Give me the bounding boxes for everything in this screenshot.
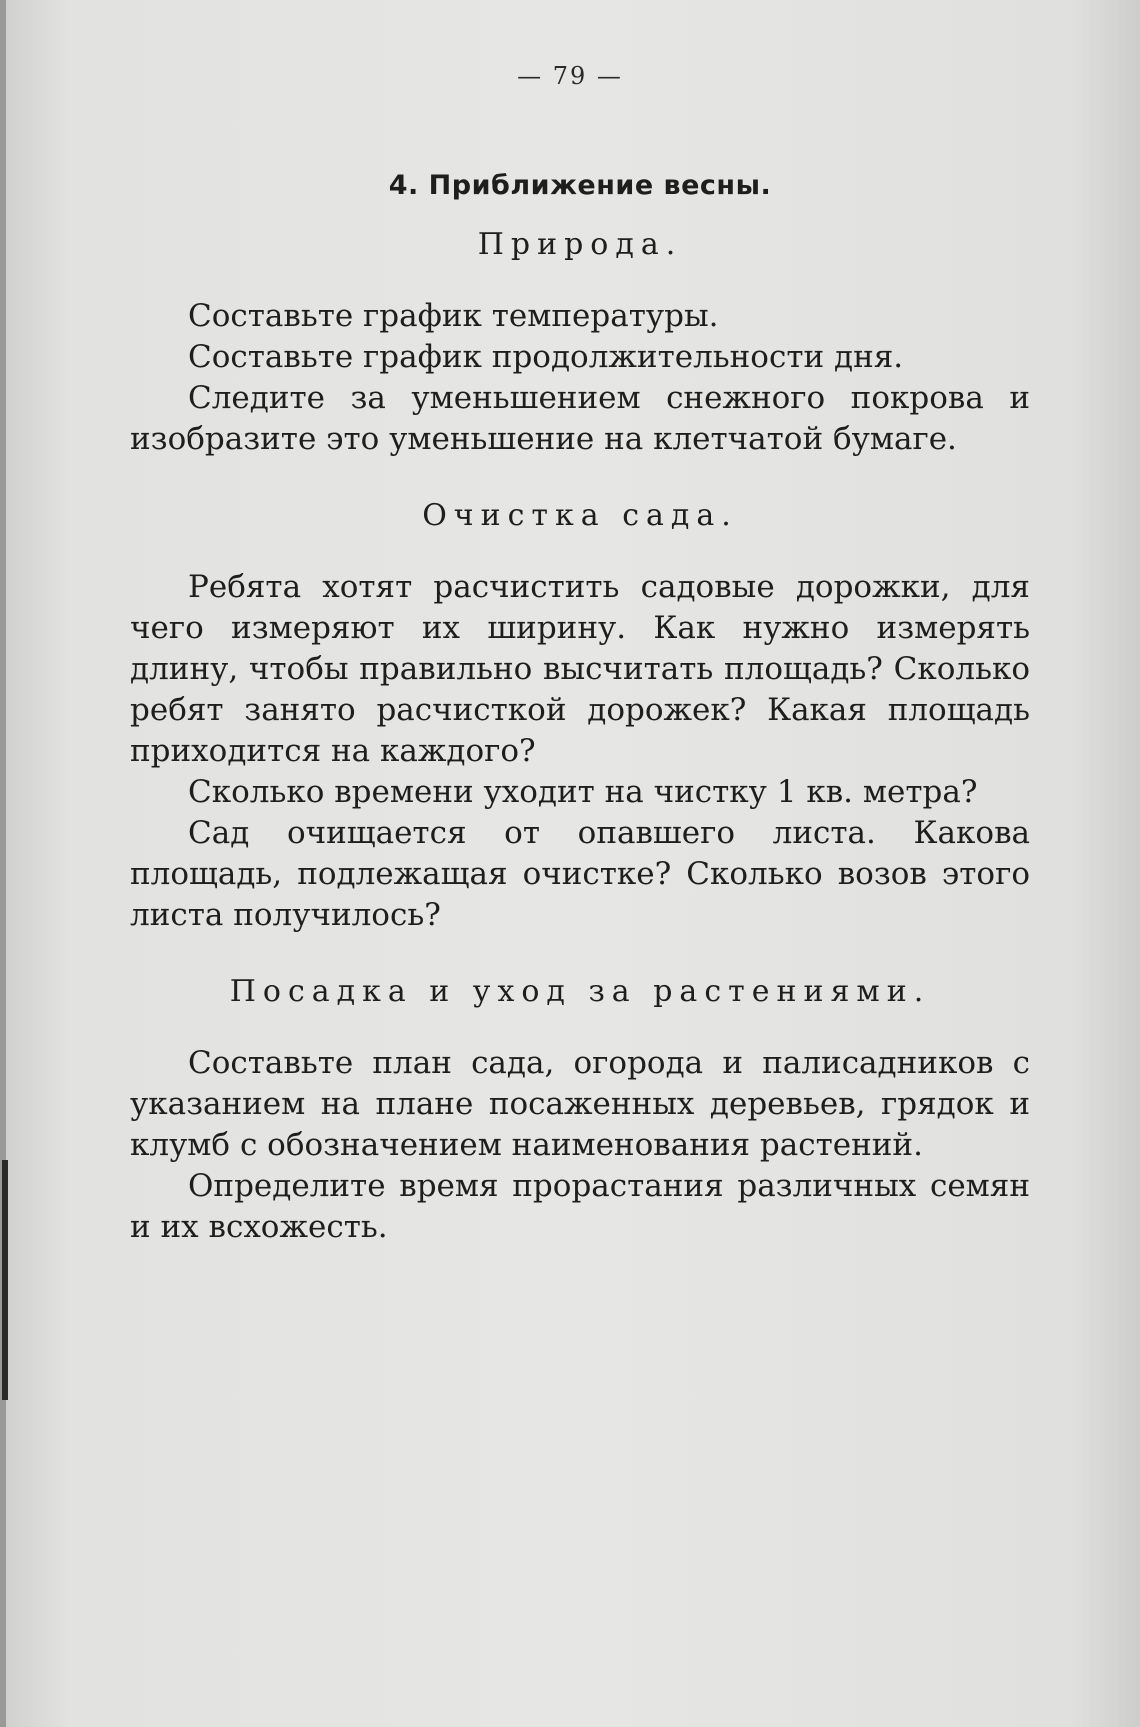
section-title: Природа. xyxy=(477,227,683,262)
section-planting xyxy=(130,974,1030,1248)
binding-edge-mark xyxy=(2,1160,8,1400)
paragraph: Сколько времени уходит на чистку 1 кв. метра? xyxy=(188,774,978,810)
paragraph: Составьте план сада, огорода и палисадников с указанием на плане посаженных деревьев, грядок и клумб с обозначением наименования растений. xyxy=(130,1045,1030,1163)
page-number: — 79 — xyxy=(517,62,623,90)
section-title: Посадка и уход за растениями. xyxy=(229,974,931,1009)
section-garden-cleaning xyxy=(130,498,1030,936)
paragraph: Составьте график температуры. xyxy=(188,298,719,334)
paragraph: Составьте график продолжительности дня. xyxy=(188,339,904,375)
chapter-title: 4. Приближение весны. xyxy=(388,170,772,201)
paragraph: Следите за уменьшением снежного покрова и изобразите это уменьшение на клетчатой бумаге. xyxy=(130,380,1030,457)
section-title: Очистка сада. xyxy=(422,498,738,533)
page-content xyxy=(130,160,1030,1286)
paragraph: Ребята хотят расчистить садовые дорожки, для чего измеряют их ширину. Как нужно измерять длину, чтобы правильно высчитать площадь? Сколько ребят занято расчисткой дорожек? Какая площадь приходится на каждого? xyxy=(130,569,1030,769)
paragraph: Определите время прорастания различных семян и их всхожесть. xyxy=(130,1168,1030,1245)
paragraph: Сад очищается от опавшего листа. Какова площадь, подлежащая очистке? Сколько возов этого листа получилось? xyxy=(130,815,1030,933)
section-nature xyxy=(130,227,1030,460)
